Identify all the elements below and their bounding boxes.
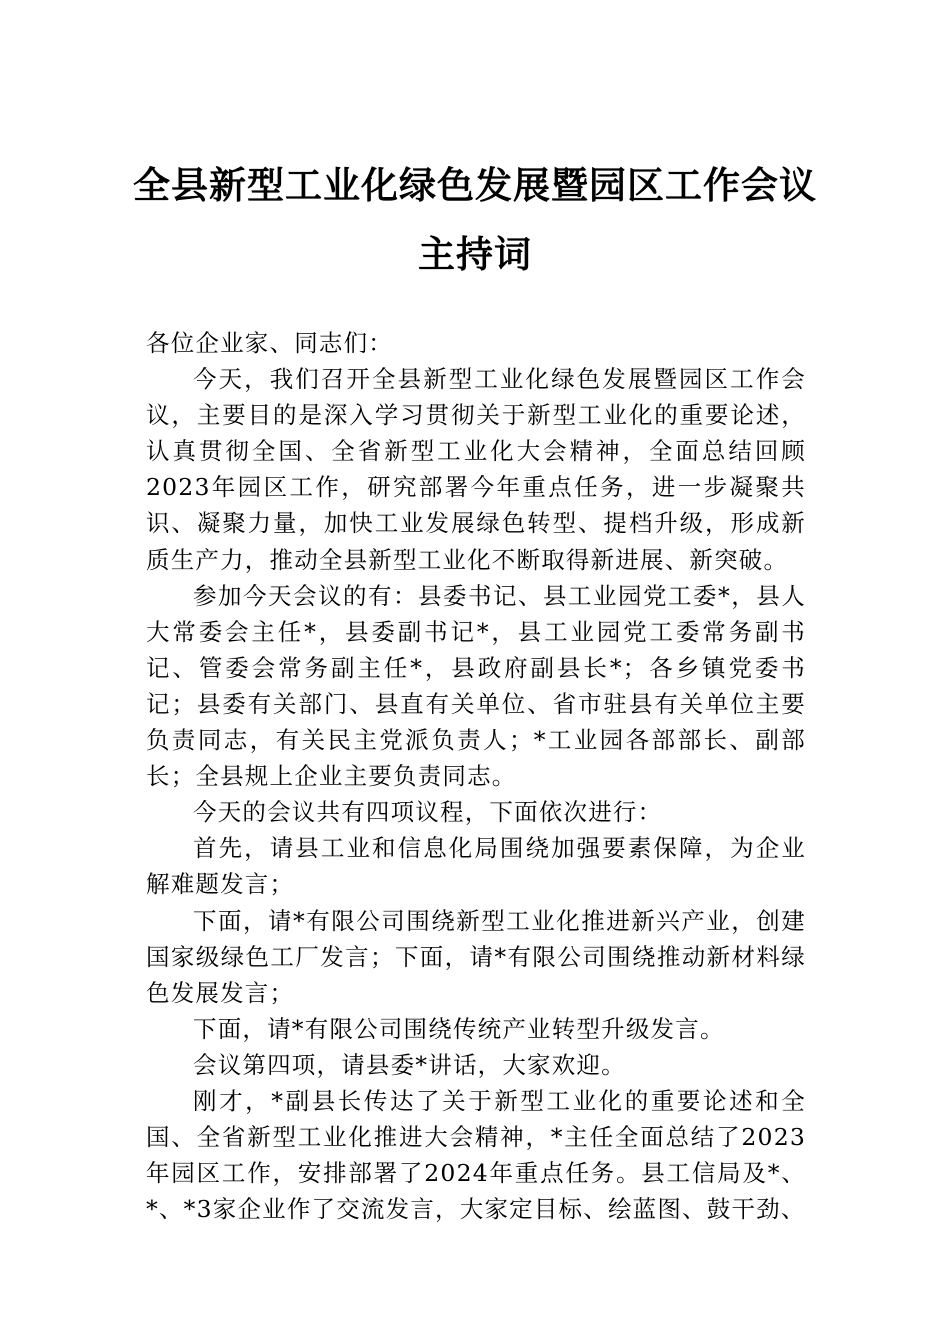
paragraph-agenda: 今天的会议共有四项议程，下面依次进行： xyxy=(193,798,663,827)
paragraph-agenda-item-1: 首先，请县工业和信息化局围绕加强要素保障，为企业解难题发言； xyxy=(146,834,806,899)
paragraph-attendees: 参加今天会议的有：县委书记、县工业园党工委*，县人大常委会主任*，县委副书记*，县工业园党工委常务副书记、管委会常务副主任*，县政府副县长*；各乡镇党委书记；县委有关部门、县直有关单位、省市驻县有关单位主要负责同志，有关民主党派负责人；*工业园各部部长、副部长；全县规上企业主要负责同志。 xyxy=(146,581,806,791)
paragraph-agenda-item-2: 下面，请*有限公司围绕新型工业化推进新兴产业，创建国家级绿色工厂发言；下面，请*有限公司围绕推动新材料绿色发展发言； xyxy=(146,906,806,1007)
paragraph-agenda-item-3: 下面，请*有限公司围绕传统产业转型升级发言。 xyxy=(193,1014,725,1043)
paragraph-summary: 刚才，*副县长传达了关于新型工业化的重要论述和全国、全省新型工业化推进大会精神，*主任全面总结了2023年园区工作，安排部署了2024年重点任务。县工信局及*、*、*3家企业作了交流发言，大家定目标、绘蓝图、鼓干劲、 xyxy=(146,1086,806,1224)
paragraph-agenda-item-4: 会议第四项，请县委*讲话，大家欢迎。 xyxy=(193,1050,626,1079)
document-subtitle: 主持词 xyxy=(418,232,532,276)
salutation: 各位企业家、同志们： xyxy=(146,329,393,357)
document-body xyxy=(146,325,806,1227)
document-title: 全县新型工业化绿色发展暨园区工作会议 xyxy=(133,163,817,207)
paragraph-opening: 今天，我们召开全县新型工业化绿色发展暨园区工作会议，主要目的是深入学习贯彻关于新型工业化的重要论述，认真贯彻全国、全省新型工业化大会精神，全面总结回顾2023年园区工作，研究部署今年重点任务，进一步凝聚共识、凝聚力量，加快工业发展绿色转型、提档升级，形成新质生产力，推动全县新型工业化不断取得新进展、新突破。 xyxy=(146,365,806,574)
